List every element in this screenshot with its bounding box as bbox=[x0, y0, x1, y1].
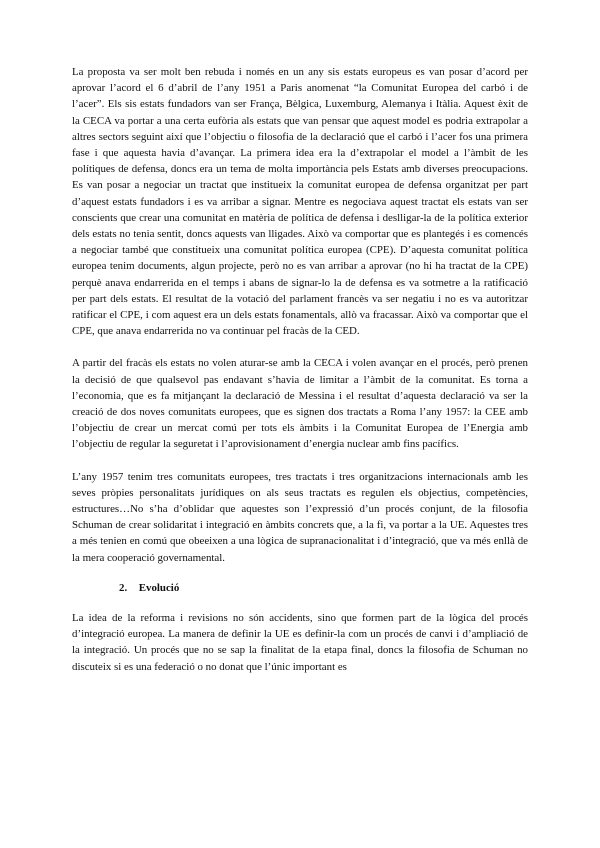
section-title: Evolució bbox=[138, 581, 180, 594]
paragraph-after-failure: A partir del fracàs els estats no volen aturar-se amb la CECA i volen avançar en el procés, però prenen la decisió de que qualsevol pas endavant s’havia de limitar a l’àmbit de la comunitat. Es torna a l’economia, que es fa mitjançant la declaració de Messina i el resultat d’aquesta declaració va ser la creació de dos noves comunitats europees, que es signen dos tractats a Roma l’any 1957: la CEE amb l’objectiu de crear un mercat comú per tots els àmbits i la Comunitat Europea de l’Energia amb l’objectiu de regular la seguretat i l’aprovisionament d’energia nuclear amb fins pacífics. bbox=[72, 357, 528, 451]
paragraph-three-communities: L’any 1957 tenim tres comunitats europees, tres tractats i tres organitzacions internacionals amb les seves pròpies personalitats jurídiques on als seus tractats es regulen els objectius, competències, estructures…No s’ha d’oblidar que aquestes son l’expressió d’un procés conjunt, de la filosofia Schuman de crear solidaritat i integració en àmbits concrets que, a la fi, va portar a la UE. Aquestes tres a més tenien en comú que obeeixen a una lògica de supranacionalitat i d’integració, que va més enllà de la mera cooperació governamental. bbox=[72, 470, 528, 564]
document-body bbox=[72, 64, 528, 675]
section-number: 2. bbox=[119, 581, 128, 594]
paragraph-evolution: La idea de la reforma i revisions no són accidents, sino que formen part de la lògica del procés d’integració europea. La manera de definir la UE es definir-la com un procés de canvi i d’ampliació de la integració. Un procés que no se sap la finalitat de la etapa final, doncs la filosofia de Schuman no discuteix si es una federació o no donat que l’únic important es bbox=[72, 611, 528, 673]
paragraph-ceca-origins: La proposta va ser molt ben rebuda i només en un any sis estats europeus es van posar d’acord per aprovar l’acord el 6 d’abril de l’any 1951 a Paris anomenat “la Comunitat Europea del carbó i de l’acer”. Els sis estats fundadors van ser França, Bèlgica, Luxemburg, Alemanya i Itàlia. Aquest èxit de la CECA va portar a una certa eufòria als estats que van pensar que aquest model es podria extrapolar a altres sectors seguint així que l’objectiu o filosofia de la declaració que el carbó i l’acer fos una primera fase i que aquesta havia d’avançar. La primera idea era la d’extrapolar el model a l’àmbit de les polítiques de defensa, doncs era un tema de molta importància pels Estats amb diverses preocupacions. Es van posar a negociar un tractat que institueix la comunitat europea de defensa organitzat per part d’aquest estats fundadors i es va arribar a signar. Mentre es negociava aquest tractat els estats van ser conscients que crear una comunitat en matèria de política de defensa i deslligar-la de la política exterior dels estats no tenia sentit, doncs aquests van lligades. Això va comportar que es plantegés i es comencés a negociar també que constitueix una comunitat política europea (CPE). D’aquesta comunitat política europea tenim documents, algun projecte, però no es van arribar a aprovar (no hi ha tractat de la CPE) perquè anava endarrerida en el temps i abans de signar-lo la de defensa es va sotmetre a la ratificació per part dels estats. El resultat de la votació del parlament francès va ser negatiu i no es va autoritzar ratificar el CPE, i com aquest era un dels estats fonamentals, allò va fracassar. Això va comportar que el CPE, que anava endarrerida no va continuar pel fracàs de la CED. bbox=[72, 66, 528, 338]
section-heading bbox=[119, 580, 528, 596]
